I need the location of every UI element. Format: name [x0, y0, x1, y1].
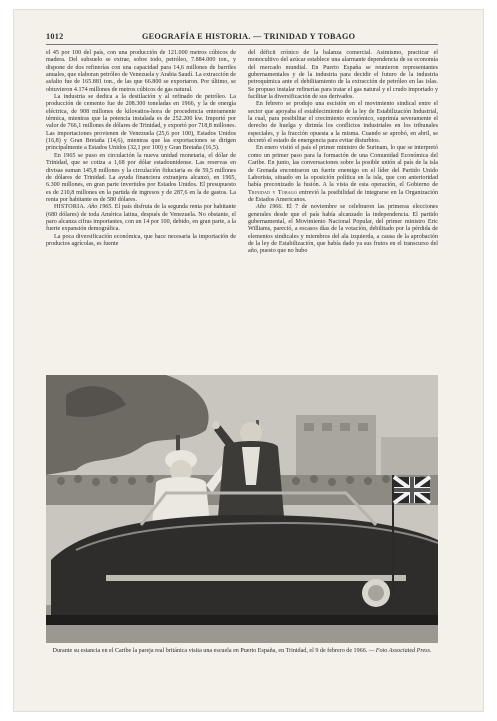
caption-text: Durante su estancia en el Caribe la pareja real británica visita una escuela en Puerto España, en Trinidad, el 9 de febrero de 1966. [52, 648, 368, 654]
photo-caption [46, 648, 438, 655]
paragraph-text: El 7 de noviembre se celebraron las primeras elecciones generales desde que el país había alcanzado la independencia. El partido gubernamental, el Movimiento Nacional Popular, del primer ministro Eric Williams, pareció, a escasos días de la votación, debilitado por la pérdida de elementos sindicales y miembros del ala izquierda, a causa de la aprobación de la ley de Estabilización, que había dado ya sus frutos en el transcurso del año, puesto que no hubo [248, 204, 438, 255]
photo-credit: — Foto Associated Press. [368, 648, 432, 654]
paragraph: el 45 por 100 del país, con una producción de 121.000 metros cúbicos de madera. Del subsuelo se extrae, sobre todo, petróleo, 7.884.000 ton., y dispone de dos refinerías con una capacidad para 14,6 millones de barriles anuales, que elaboran petróleo de Venezuela y Arabia Saudí. La extracción de asfalto fue de 165.881 ton., de las que 66.800 se exportaron. Por último, se obtuvieron 4.174 millones de metros cúbicos de gas natural. [46, 50, 236, 93]
building [381, 437, 438, 475]
page-header [46, 30, 438, 45]
photo-illustration [46, 375, 438, 643]
chrome-trim [106, 575, 406, 581]
paragraph-text: El país disfruta de la segunda renta por habitante (680 dólares) de toda América latina, después de Venezuela. No obstante, el paro alcanza cifras importantes, con un 14 por 100, debido, en gran parte, a la fuerte expansión demográfica. [46, 204, 236, 233]
page-number: 1012 [46, 32, 64, 41]
section-label: HISTORIA. [54, 204, 86, 211]
paragraph: del déficit crónico de la balanza comercial. Asimismo, practicar el monocultivo del azúcar establece una alarmante dependencia de su economía del mercado mundial. En Puerto España se reunieron representantes gubernamentales y de la industria para decidir el futuro de la industria petroquímica ante el debilitamiento de la extracción de petróleo en las islas. Se propuso instalar refinerías para tratar el gas natural y el crudo importado y facilitar la diversificación de sus derivados. [248, 50, 438, 101]
left-column [46, 50, 236, 248]
paragraph-1966 [248, 204, 438, 255]
right-column [248, 50, 438, 256]
paragraph: En febrero se produjo una escisión en el movimiento sindical entre el sector que apoyaba el establecimiento de la ley de Estabilización Industrial, la cual, para posibilitar el crecimiento económico, suprimía severamente el derecho de huelga y dirimía los conflictos industriales en los tribunales especiales, y la fracción opuesta a la misma. Cuando se aprobó, en abril, se decretó el estado de emergencia para evitar disturbios. [248, 101, 438, 145]
country-name: Trinidad y Tobago [248, 189, 297, 196]
paragraph-text: En enero visitó el país el primer ministro de Surinam, lo que se interpretó como un primer paso para la formación de una Comunidad Económica del Caribe. En junio, las conversaciones sobre la posible unión al país de la isla de Grenada encontraron un fuerte enemigo en el líder del Partido Unido Laborista, situado en la oposición política en la isla, que con anterioridad había preconizado la fusión. A la vista de esta operación, el Gobierno de [248, 145, 438, 189]
year-label: Año 1965. [87, 204, 113, 211]
paragraph-history [46, 204, 236, 233]
paragraph [248, 145, 438, 204]
paragraph: La industria se dedica a la destilación y al refinado de petróleo. La producción de cemento fue de 208.300 toneladas en 1966, y la de energía eléctrica, de 908 millones de kilovatios-hora de procedencia enteramente térmica, mientras que la potencia instalada es de 252.200 kw. Importó por valor de 766,1 millones de dólares de Trinidad, y exportó por 718,8 millones. Las importaciones provienen de Venezuela (25,6 por 100), Estados Unidos (16,8) y Gran Bretaña (14,6), mientras que las exportaciones se dirigen principalmente a Estados Unidos (32,1 por 100) y Gran Bretaña (16,5). [46, 94, 236, 152]
running-title: GEOGRAFÍA E HISTORIA. — TRINIDAD Y TOBAGO [142, 32, 356, 41]
royal-visit-photo [46, 375, 438, 643]
paragraph: En 1965 se puso en circulación la nueva unidad monetaria, el dólar de Trinidad, que se cotiza a 1,68 por dólar estadounidense. Las reservas en divisas suman 145,8 millones y la circulación fiduciaria es de 59,5 millones de dólares de Trinidad. La ayuda financiera extranjera alcanzó, en 1965, 6.300 millones, en gran parte invertidos por Estados Unidos. El presupuesto es de 210,8 millones en la partida de ingresos y de 287,6 en la de gastos. La renta por habitante es de 580 dólares. [46, 152, 236, 203]
paragraph: La poca diversificación económica, que hace necesaria la importación de productos agrícolas, es fuente [46, 233, 236, 247]
year-label: Año 1966. [256, 204, 283, 211]
paragraph-text: entrevió la posibilidad de integrarse en la Organización de Estados Americanos. [248, 189, 438, 203]
